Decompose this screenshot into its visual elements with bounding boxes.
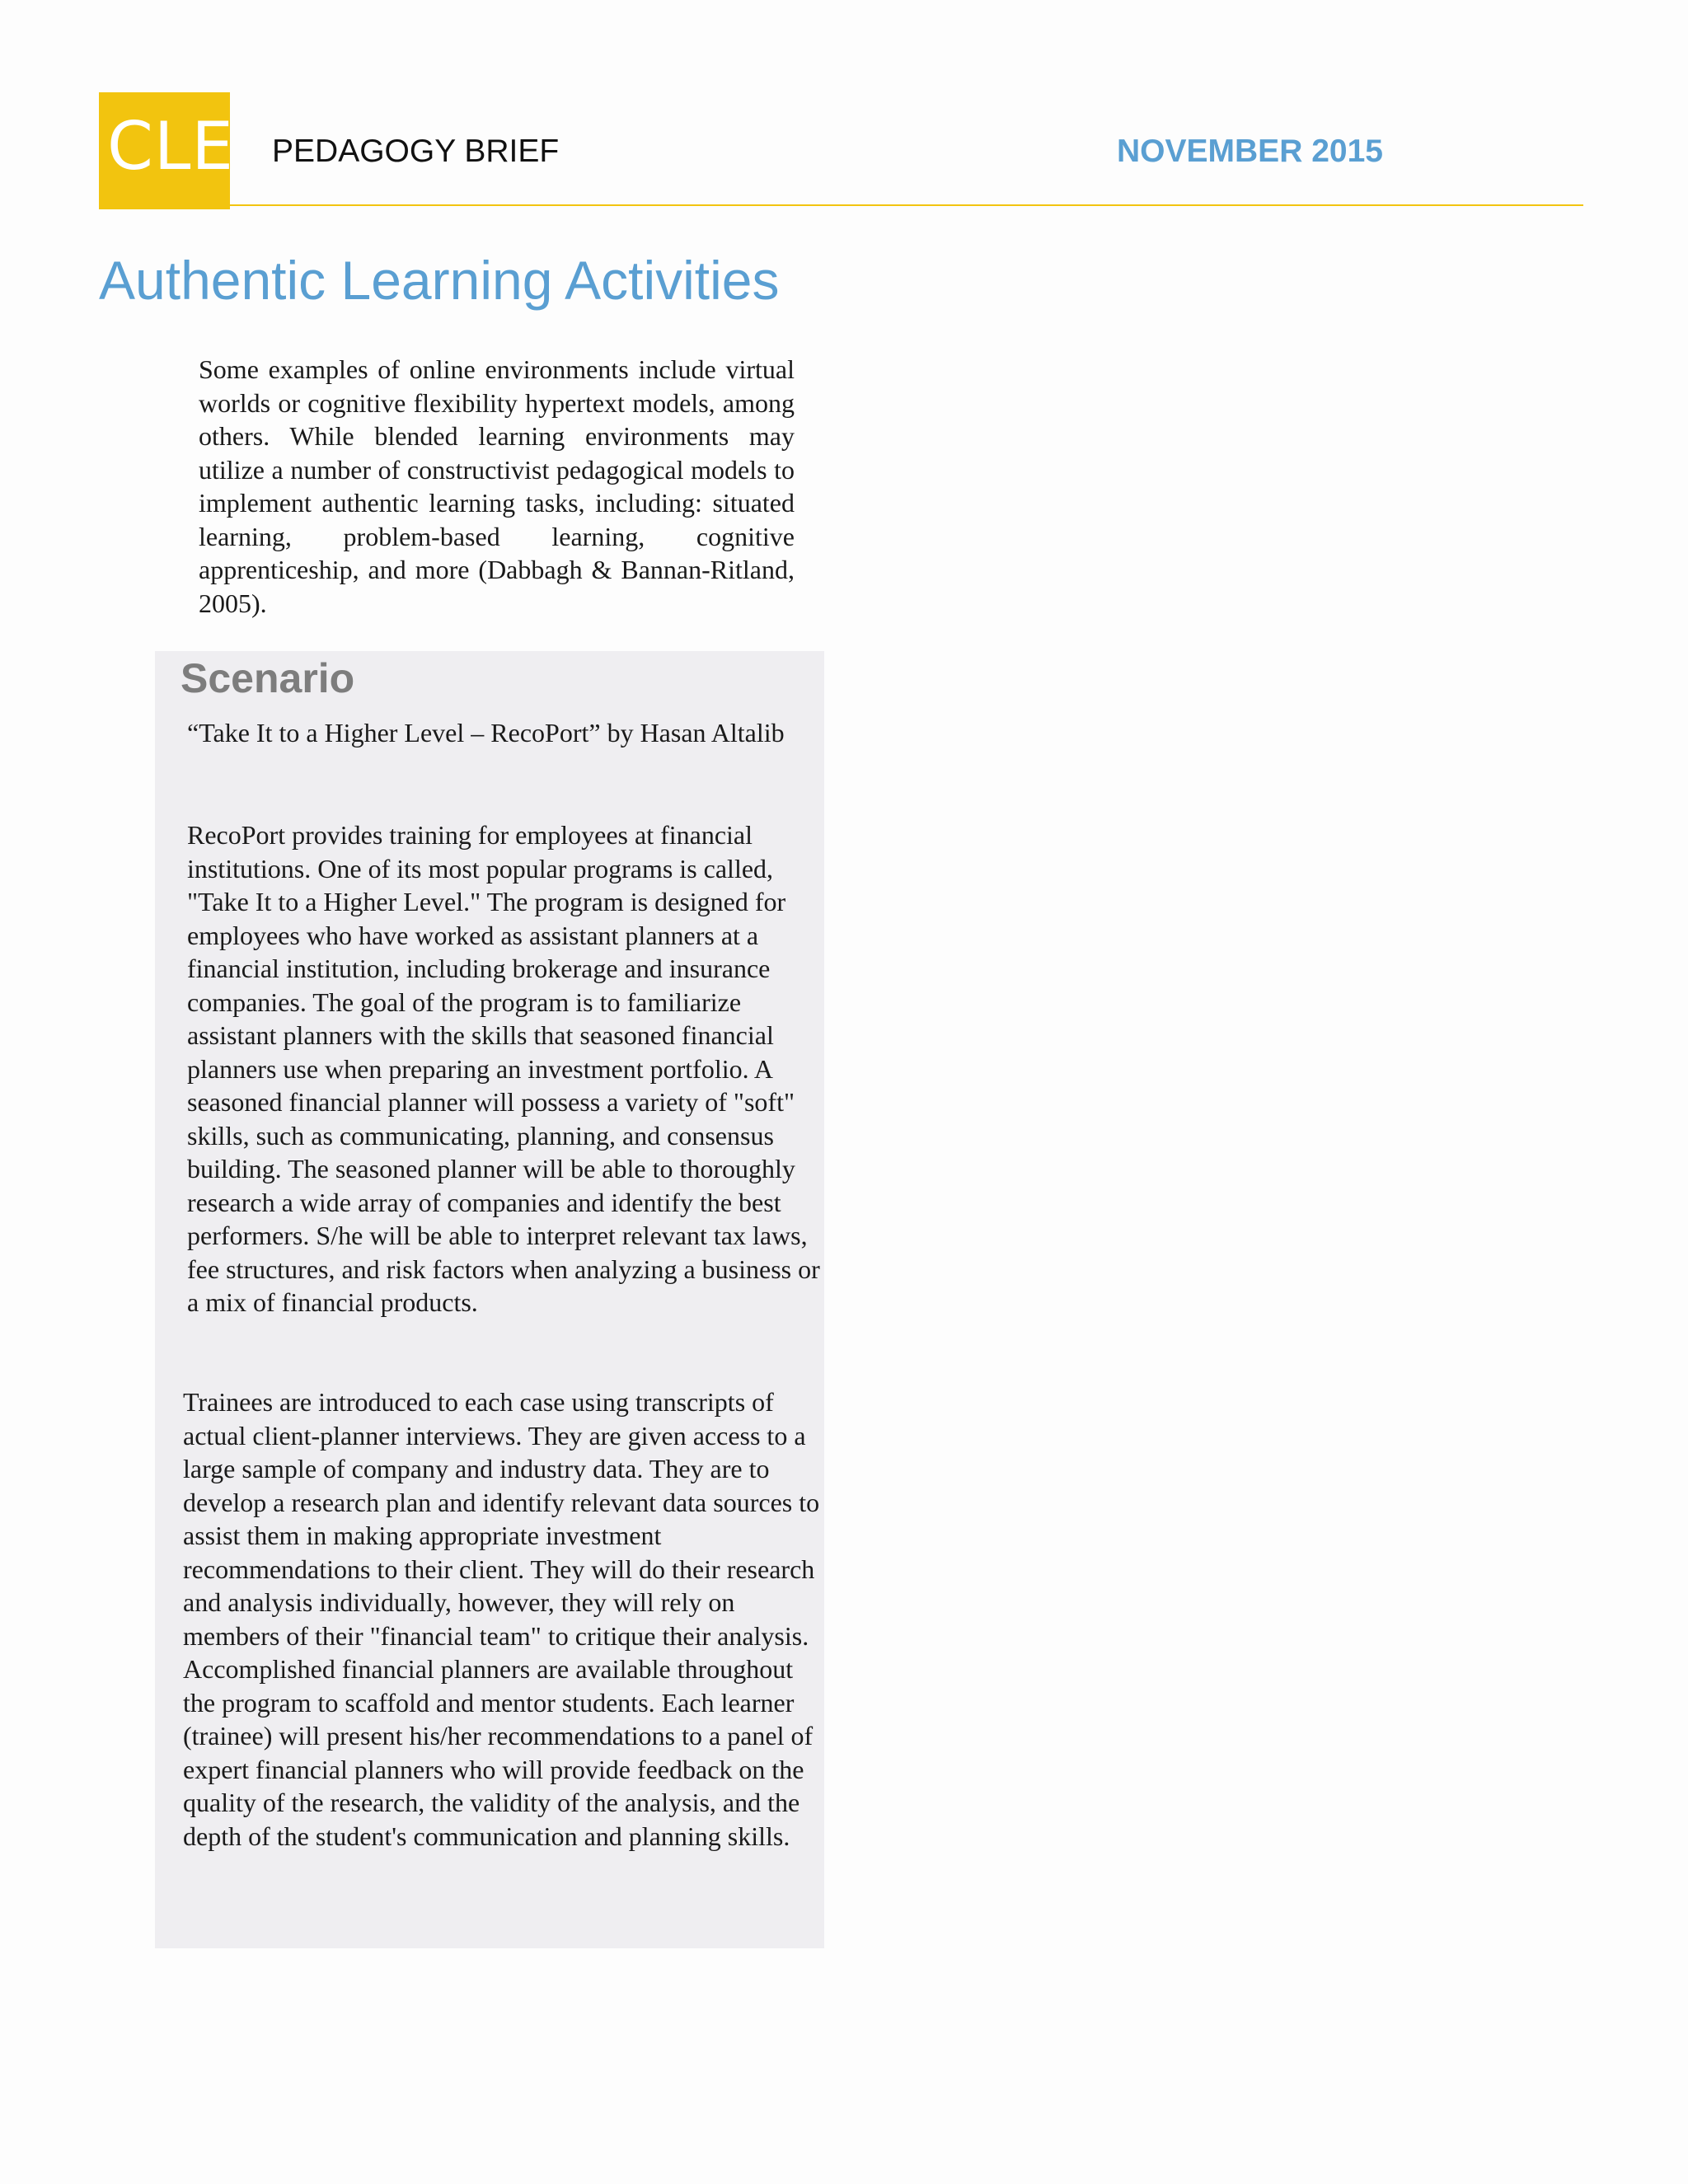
page-title: Authentic Learning Activities [99, 250, 780, 311]
scenario-heading: Scenario [181, 655, 355, 701]
logo-text: CLE [107, 108, 234, 185]
issue-date: NOVEMBER 2015 [1117, 134, 1383, 169]
scenario-paragraph-1: RecoPort provides training for employees at financial institutions. One of its most popular programs is called, "Take It to a Higher Level." The program is designed for employees who have worked as assistant planners at a financial institution, including brokerage and insurance companies. The goal of the program is to familiarize assistant planners with the skills that seasoned financial planners use when preparing an investment portfolio. A seasoned financial planner will possess a variety of "soft" skills, such as communicating, planning, and consensus building. The seasoned planner will be able to thoroughly research a wide array of companies and identify the best performers. S/he will be able to interpret relevant tax laws, fee structures, and risk factors when analyzing a business or a mix of financial products. [187, 820, 820, 1317]
scenario-subtitle: “Take It to a Higher Level – RecoPort” by Hasan Altalib [187, 718, 785, 748]
header-divider [230, 204, 1583, 206]
intro-paragraph: Some examples of online environments include virtual worlds or cognitive flexibility hypertext models, among others. While blended learning environments may utilize a number of constructivist pedagogical models to implement authentic learning tasks, including: situated learning, problem-based learning, cognitive apprenticeship, and more (Dabbagh & Bannan-Ritland, 2005). [199, 354, 795, 618]
scenario-paragraph-2: Trainees are introduced to each case using transcripts of actual client-planner interviews. They are given access to a large sample of company and industry data. They are to develop a research plan and identify relevant data sources to assist them in making appropriate investment recommendations to their client. They will do their research and analysis individually, however, they will rely on members of their "financial team" to critique their analysis. Accomplished financial planners are available throughout the program to scaffold and mentor students. Each learner (trainee) will present his/her recommendations to a panel of expert financial planners who will provide feedback on the quality of the research, the validity of the analysis, and the depth of the student's communication and planning skills. [183, 1387, 820, 1851]
series-label: PEDAGOGY BRIEF [272, 134, 560, 169]
